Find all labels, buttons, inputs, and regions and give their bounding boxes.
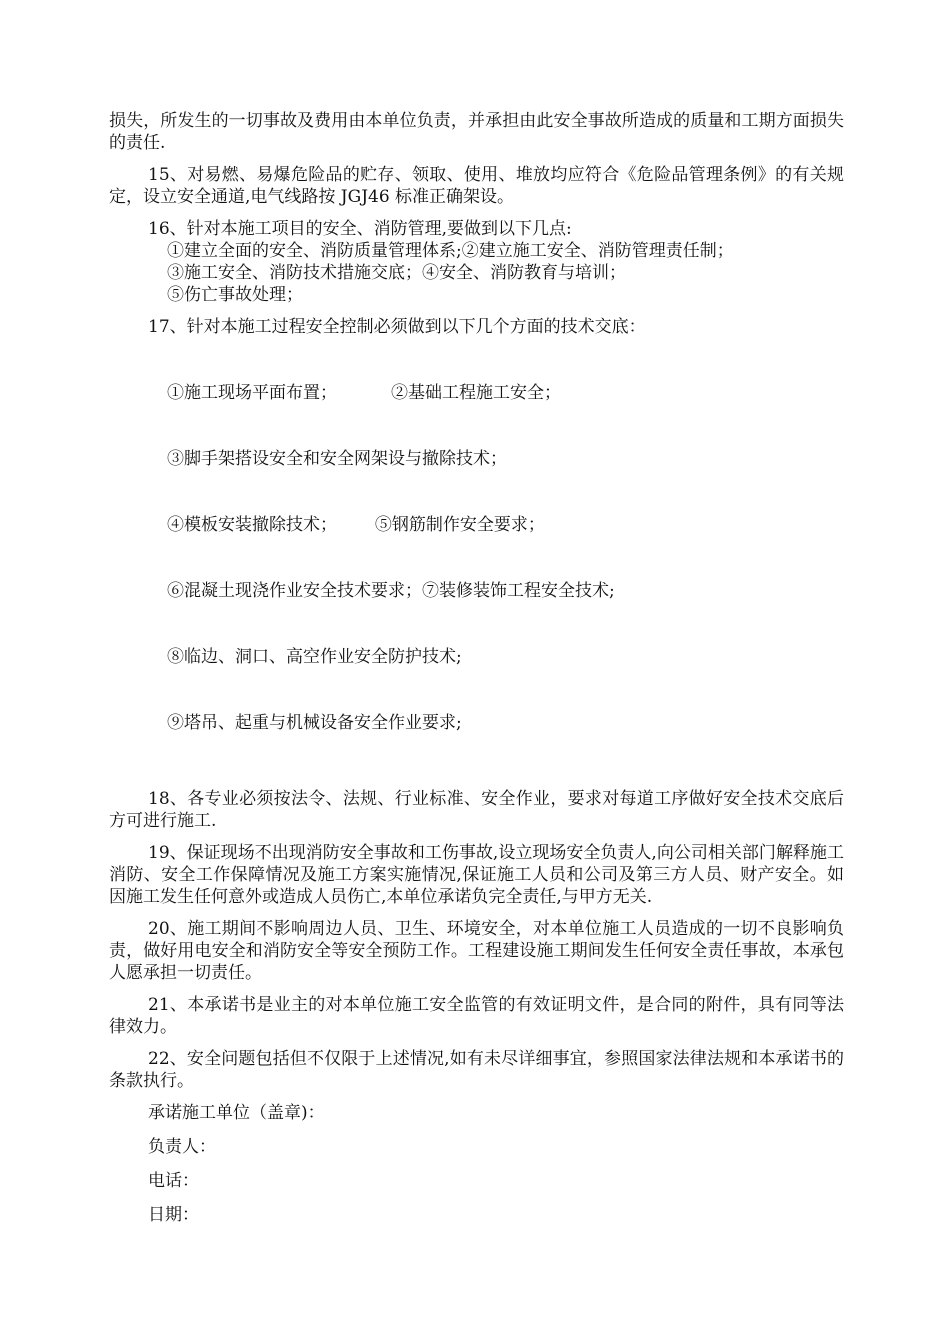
clause-16-line: ⑤伤亡事故处理；	[167, 285, 303, 305]
signature-date: 日期：	[148, 1205, 199, 1225]
clause-16-line: ①建立全面的安全、消防质量管理体系;②建立施工安全、消防管理责任制；	[167, 241, 734, 261]
clause-16-heading: 16、针对本施工项目的安全、消防管理,要做到以下几点:	[148, 219, 572, 239]
signature-phone: 电话：	[148, 1171, 199, 1191]
clause-17-line: ④模板安装撤除技术； ⑤钢筋制作安全要求；	[167, 515, 545, 535]
clause-17-line: ⑧临边、洞口、高空作业安全防护技术;	[167, 647, 462, 667]
clause-17-list	[109, 338, 844, 778]
signature-person: 负责人：	[148, 1137, 216, 1157]
document-page	[109, 110, 844, 1238]
clause-17-heading: 17、针对本施工过程安全控制必须做到以下几个方面的技术交底：	[148, 317, 646, 337]
continuation-paragraph: 损失，所发生的一切事故及费用由本单位负责，并承担由此安全事故所造成的质量和工期方面损失的责任.	[109, 111, 844, 153]
clause-19: 19、保证现场不出现消防安全事故和工伤事故,设立现场安全负责人,向公司相关部门解释施工消防、安全工作保障情况及施工方案实施情况,保证施工人员和公司及第三方人员、财产安全。如因施工发生任何意外或造成人员伤亡,本单位承诺负完全责任,与甲方无关.	[109, 843, 844, 907]
clause-16-list	[109, 240, 844, 306]
clause-15: 15、对易燃、易爆危险品的贮存、领取、使用、堆放均应符合《危险品管理条例》的有关规定，设立安全通道,电气线路按 JGJ46 标准正确架设。	[109, 165, 844, 207]
clause-17-line: ③脚手架搭设安全和安全网架设与撤除技术；	[167, 449, 507, 469]
clause-22: 22、安全问题包括但不仅限于上述情况,如有未尽详细事宜，参照国家法律法规和本承诺书的条款执行。	[109, 1049, 844, 1091]
signature-unit: 承诺施工单位（盖章)：	[148, 1103, 325, 1123]
clause-20: 20、施工期间不影响周边人员、卫生、环境安全，对本单位施工人员造成的一切不良影响负责，做好用电安全和消防安全等安全预防工作。工程建设施工期间发生任何安全责任事故，本承包人愿承担一切责任。	[109, 919, 844, 983]
clause-18: 18、各专业必须按法令、法规、行业标准、安全作业，要求对每道工序做好安全技术交底后方可进行施工.	[109, 789, 844, 831]
clause-17-line: ①施工现场平面布置； ②基础工程施工安全；	[167, 383, 562, 403]
clause-16-line: ③施工安全、消防技术措施交底；④安全、消防教育与培训；	[167, 263, 626, 283]
clause-17-line: ⑨塔吊、起重与机械设备安全作业要求;	[167, 713, 462, 733]
clause-21: 21、本承诺书是业主的对本单位施工安全监管的有效证明文件，是合同的附件，具有同等法律效力。	[109, 995, 844, 1037]
clause-17-line: ⑥混凝土现浇作业安全技术要求；⑦装修装饰工程安全技术;	[167, 581, 615, 601]
